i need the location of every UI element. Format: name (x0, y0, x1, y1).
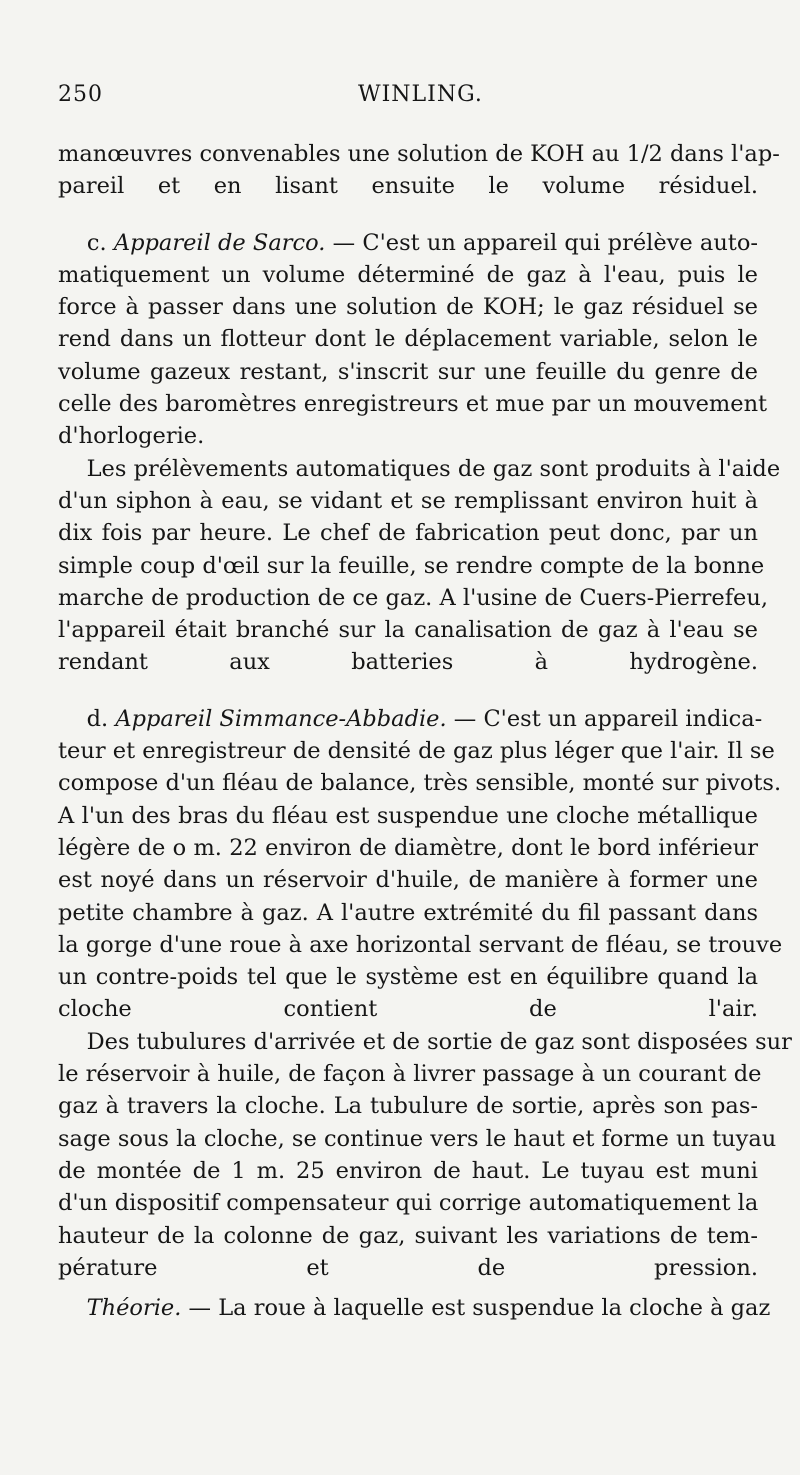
text-line: petite chambre à gaz. A l'autre extrémité du fil passant dans (58, 899, 758, 926)
text-line: est noyé dans un réservoir d'huile, de manière à former une (58, 867, 758, 894)
page-header (58, 82, 758, 122)
paragraph-simmance (58, 703, 783, 1026)
text-line: légère de o m. 22 environ de diamètre, dont le bord inférieur (58, 834, 758, 861)
text-line (58, 703, 763, 735)
text-line: manœuvres convenables une solution de KOH au 1/2 dans l'ap- (58, 141, 780, 167)
section-letter: c. (86, 229, 107, 256)
text-line (58, 453, 781, 485)
text-line: l'appareil était branché sur la canalisation de gaz à l'eau se (58, 617, 758, 644)
text-line: compose d'un fléau de balance, très sensible, monté sur pivots. (58, 770, 782, 797)
text-line: volume gazeux restant, s'inscrit sur une feuille du genre de (58, 358, 758, 385)
text-fragment: — La roue à laquelle est suspendue la cloche à gaz (181, 1295, 771, 1322)
text-line: force à passer dans une solution de KOH; le gaz résiduel se (58, 294, 758, 321)
paragraph-prelevements (58, 453, 781, 679)
text-fragment: — C'est un appareil indica- (446, 705, 763, 732)
text-line: hauteur de la colonne de gaz, suivant les variations de tem- (58, 1222, 758, 1249)
text-line: matiquement un volume déterminé de gaz à l'eau, puis le (58, 261, 758, 288)
paragraph-tubulures (58, 1026, 792, 1284)
text-line: le réservoir à huile, de façon à livrer passage à un courant de (58, 1061, 762, 1088)
text-line: A l'un des bras du fléau est suspendue une cloche métallique (58, 802, 758, 829)
text-line (58, 1026, 792, 1058)
section-title: Appareil Simmance-Abbadie. (115, 705, 447, 732)
text-line: simple coup d'œil sur la feuille, se rendre compte de la bonne (58, 552, 765, 579)
text-line (58, 1292, 771, 1324)
text-line (58, 227, 758, 259)
running-head: WINLING. (358, 82, 483, 107)
body-text (58, 138, 792, 1324)
text-line: celle des baromètres enregistreurs et mue par un mouvement (58, 391, 768, 418)
text-fragment: — C'est un appareil qui prélève auto- (325, 229, 758, 256)
section-gap (58, 203, 758, 227)
text-line: gaz à travers la cloche. La tubulure de sortie, après son pas- (58, 1093, 758, 1120)
text-line: rend dans un flotteur dont le déplacement variable, selon le (58, 326, 758, 353)
paragraph-theorie (58, 1292, 771, 1324)
section-title: Appareil de Sarco. (113, 229, 326, 256)
section-letter: d. (86, 705, 109, 732)
text-line: pareil et en lisant ensuite le volume résiduel. (58, 173, 758, 200)
text-line: rendant aux batteries à hydrogène. (58, 649, 758, 676)
text-fragment: Des tubulures d'arrivée et de sortie de gaz sont disposées sur (86, 1028, 792, 1055)
text-line: dix fois par heure. Le chef de fabrication peut donc, par un (58, 520, 758, 547)
section-title: Théorie. (86, 1295, 182, 1322)
text-line: sage sous la cloche, se continue vers le haut et forme un tuyau (58, 1125, 777, 1152)
text-line: un contre-poids tel que le système est en équilibre quand la (58, 964, 758, 991)
text-fragment: Les prélèvements automatiques de gaz sont produits à l'aide (86, 455, 781, 482)
text-line: cloche contient de l'air. (58, 996, 758, 1023)
text-line: marche de production de ce gaz. A l'usine de Cuers-Pierrefeu, (58, 584, 769, 611)
paragraph-continuation (58, 138, 780, 203)
text-line: pérature et de pression. (58, 1254, 758, 1281)
page-number: 250 (58, 82, 103, 107)
section-gap (58, 679, 758, 703)
text-line: d'un dispositif compensateur qui corrige automatiquement la (58, 1190, 759, 1217)
text-line: la gorge d'une roue à axe horizontal servant de fléau, se trouve (58, 931, 783, 958)
paragraph-sarco (58, 227, 768, 453)
text-line: teur et enregistreur de densité de gaz plus léger que l'air. Il se (58, 738, 775, 765)
text-line: d'un siphon à eau, se vidant et se remplissant environ huit à (58, 487, 758, 514)
text-line: de montée de 1 m. 25 environ de haut. Le tuyau est muni (58, 1157, 758, 1184)
text-line: d'horlogerie. (58, 423, 205, 450)
